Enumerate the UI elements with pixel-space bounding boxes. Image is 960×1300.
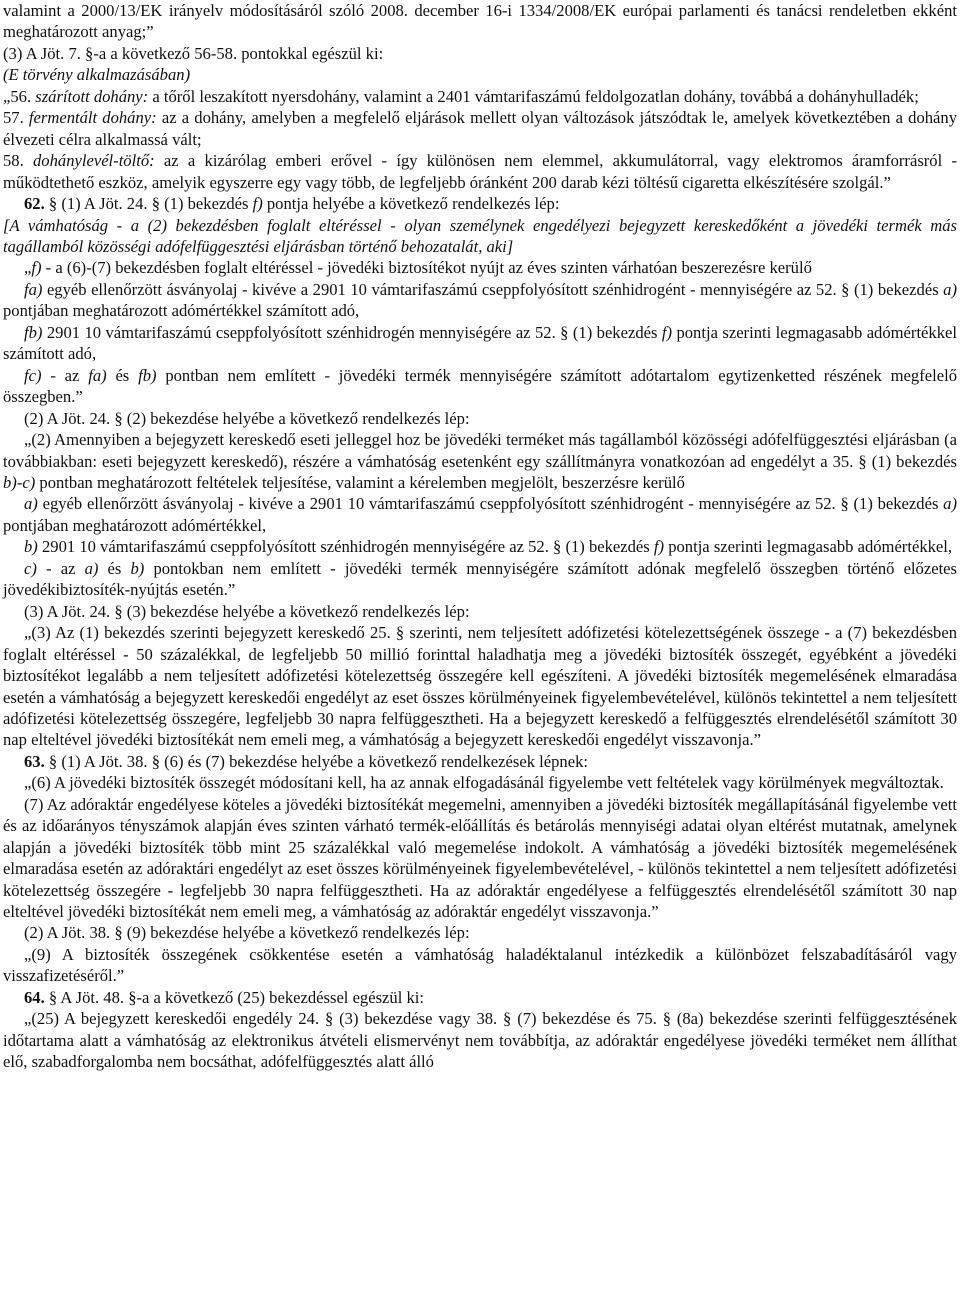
text-run: az a dohány, amelyben a megfelelő eljárások mellett olyan változások játszódtak le, amelyek következtében a dohány élvezeti célra alkalmassá vált; — [3, 108, 958, 149]
italic-text: a) — [943, 279, 957, 299]
text-run: pontjában meghatározott adómértékkel, — [3, 515, 267, 535]
text-run: az a kizárólag emberi erővel - így különösen nem elemmel, akkumulátorral, vagy elektromos áramforrásról - működtethető eszköz, amelyik egyszerre egy vagy több, de legfeljebb óránként 200 darab kézi töltésű cigaretta elkészítésére szolgál.” — [3, 151, 957, 192]
paragraph — [3, 43, 957, 64]
paragraph — [3, 601, 957, 622]
italic-text: fermentált dohány: — [28, 108, 157, 128]
italic-text: f) — [653, 537, 665, 557]
italic-text: f) — [661, 322, 673, 342]
text-run: és — [98, 558, 131, 578]
paragraph — [3, 279, 957, 322]
paragraph — [3, 0, 957, 43]
text-run: a tőről leszakított nyersdohány, valamint a 2401 vámtarifaszámú feldolgozatlan dohány, továbbá a dohányhulladék; — [148, 86, 919, 106]
italic-text: a) — [943, 494, 957, 514]
paragraph — [3, 622, 957, 751]
text-run: 58. — [3, 151, 33, 171]
italic-text: fc) — [24, 365, 42, 385]
text-run: - az — [36, 558, 85, 578]
text-run: (2) A Jöt. 38. § (9) bekezdése helyébe a következő rendelkezés lép: — [24, 923, 470, 943]
paragraph — [3, 794, 957, 923]
paragraph — [3, 64, 957, 85]
italic-text: b)-c) — [3, 472, 36, 492]
italic-text: fb) — [138, 365, 157, 385]
paragraph — [3, 215, 957, 258]
text-run: - az — [41, 365, 89, 385]
text-run: § A Jöt. 48. §-a a következő (25) bekezdéssel egészül ki: — [44, 987, 424, 1007]
section-number: 62. — [24, 194, 45, 214]
text-run: pontban nem említett - jövedéki termék mennyiségére számított adótartalom egytizenketted részének megfelelő összegben.” — [3, 365, 957, 407]
text-run: § (1) A Jöt. 24. § (1) bekezdés — [44, 194, 253, 214]
text-run: (3) A Jöt. 7. §-a a következő 56-58. pontokkal egészül ki: — [3, 43, 384, 63]
text-run: 2901 10 vámtarifaszámú cseppfolyósított szénhidrogén mennyiségére az 52. § (1) bekezdés — [42, 322, 662, 342]
italic-text: f) — [252, 194, 263, 214]
text-run: pontban meghatározott feltételek teljesítése, valamint a kérelemben megjelölt, beszerzésre kerülő — [35, 472, 685, 492]
italic-text: fa) — [88, 365, 107, 385]
text-run: „(6) A jövedéki biztosíték összegét módosítani kell, ha az annak elfogadásánál figyelembe vett feltételek vagy körülmények megváltoztak. — [24, 773, 944, 793]
text-run: - a (6)-(7) bekezdésben foglalt eltéréssel - jövedéki biztosítékot nyújt az éves szinten várhatóan beszerezésre kerülő — [41, 258, 812, 278]
paragraph — [3, 193, 957, 214]
paragraph — [3, 107, 957, 150]
italic-text: fa) — [24, 279, 43, 299]
text-run: pontja helyébe a következő rendelkezés lép: — [262, 194, 560, 214]
paragraph — [3, 493, 957, 536]
paragraph — [3, 408, 957, 429]
text-run: „ — [24, 258, 32, 278]
text-run: és — [106, 365, 139, 385]
italic-text: b) — [130, 558, 145, 578]
paragraph — [3, 365, 957, 408]
text-run: pontja szerinti legmagasabb adómértékkel számított adó, — [3, 322, 957, 364]
italic-text: a) — [24, 494, 38, 514]
text-run: pontja szerinti legmagasabb adómértékkel, — [664, 537, 953, 557]
paragraph — [3, 322, 957, 365]
paragraph — [3, 536, 957, 557]
text-run: egyéb ellenőrzött ásványolaj - kivéve a 2901 10 vámtarifaszámú cseppfolyósított szénhidrogént - mennyiségére az 52. § (1) bekezdés — [42, 279, 944, 299]
italic-text: b) — [24, 537, 38, 557]
paragraph — [3, 429, 957, 493]
italic-text: dohánylevél-töltő: — [33, 151, 155, 171]
section-number: 63. — [24, 751, 45, 771]
text-run: (3) A Jöt. 24. § (3) bekezdése helyébe a következő rendelkezés lép: — [24, 601, 470, 621]
paragraph — [3, 772, 957, 793]
italic-text: a) — [84, 558, 99, 578]
text-run: egyéb ellenőrzött ásványolaj - kivéve a 2901 10 vámtarifaszámú cseppfolyósított szénhidrogént - mennyiségére az 52. § (1) bekezdés — [37, 494, 944, 514]
text-run: § (1) A Jöt. 38. § (6) és (7) bekezdése helyébe a következő rendelkezések lépnek: — [44, 751, 588, 771]
text-run: valamint a 2000/13/EK irányelv módosításáról szóló 2008. december 16-i 1334/2008/EK európai parlamenti és tanácsi rendeletben ekként meghatározott anyag;” — [3, 1, 957, 42]
text-run: „56. — [3, 86, 36, 106]
text-run: [A vámhatóság - a (2) bekezdésben foglalt eltéréssel - olyan személynek engedélyezi bejegyzett kereskedőként a jövedéki termék más tagállamból közösségi adófelfüggesztési eljárásban történő behozatalát, aki] — [3, 215, 957, 256]
text-run: (7) Az adóraktár engedélyese köteles a jövedéki biztosítékát megemelni, amennyiben a jövedéki biztosíték megállapításánál figyelembe vett és az időarányos tényszámok alapján éves szinten várható termék-előállítás és betárolás mennyiségi adatai olyan eltérést mutatnak, amelynek alapján a jövedéki biztosíték több mint 25 százalékkal való megemelése indokolt. A vámhatóság a jövedéki biztosíték megemelésének elmaradása esetén az adóraktári engedélyt az eset összes körülményeinek figyelembevételével, - különös tekintettel a nem teljesített adófizetési kötelezettség összegére - legfeljebb 30 napra felfüggesztheti. Ha az adóraktár engedélyese a felfüggesztés elrendelésétől számított 30 nap elteltével jövedéki biztosítékát nem emeli meg, a vámhatóság az adóraktár engedélyt visszavonja.” — [3, 794, 957, 922]
text-run: pontjában meghatározott adómértékkel számított adó, — [3, 301, 360, 321]
text-run: „(25) A bejegyzett kereskedői engedély 24. § (3) bekezdése vagy 38. § (7) bekezdése és 75. § (8a) bekezdése szerinti felfüggesztésének időtartama alatt a vámhatóság az elektronikus átvételi elismervényt nem továbbítja, az adóraktár engedélyese jövedéki terméket nem állíthat elő, szabadforgalomba nem bocsáthat, adófelfüggesztés alatt álló — [3, 1009, 957, 1072]
text-run: 2901 10 vámtarifaszámú cseppfolyósított szénhidrogén mennyiségére az 52. § (1) bekezdés — [37, 537, 654, 557]
paragraph — [3, 751, 957, 772]
paragraph — [3, 922, 957, 943]
section-number: 64. — [24, 987, 45, 1007]
paragraph — [3, 86, 957, 107]
paragraph — [3, 257, 957, 278]
italic-text: c) — [24, 558, 37, 578]
italic-text: fb) — [24, 322, 43, 342]
text-run: „(9) A biztosíték összegének csökkentése esetén a vámhatóság haladéktalanul intézkedik a különbözet felszabadításáról vagy visszafizetéséről.” — [3, 944, 957, 986]
paragraph — [3, 150, 957, 193]
paragraph — [3, 1008, 957, 1072]
text-run: „(2) Amennyiben a bejegyzett kereskedő eseti jelleggel hoz be jövedéki terméket más tagállamból közösségi adófelfüggesztési eljárásban (a továbbiakban: eseti bejegyzett kereskedő), részére a vámhatóság esetenként egy szállítmányra vonatkozóan ad engedélyt a 35. § (1) bekezdés — [3, 430, 957, 471]
italic-text: f) — [31, 258, 42, 278]
text-run: pontokban nem említett - jövedéki termék mennyiségére számított adónak megfelelő összegben történő előzetes jövedékibiztosíték-nyújtás esetén.” — [3, 558, 958, 600]
text-run: (2) A Jöt. 24. § (2) bekezdése helyébe a következő rendelkezés lép: — [24, 408, 470, 428]
text-run: 57. — [3, 108, 29, 128]
paragraph — [3, 558, 957, 601]
italic-text: szárított dohány: — [35, 86, 149, 106]
italic-text: (E törvény alkalmazásában) — [3, 65, 191, 85]
text-run: „(3) Az (1) bekezdés szerinti bejegyzett kereskedő 25. § szerinti, nem teljesített adófizetési kötelezettségének összege - a (7) bekezdésben foglalt eltéréssel - 50 százalékkal, de legfeljebb 50 millió forinttal haladhatja meg a jövedéki biztosíték összegét, egyébként a jövedéki biztosítékot legalább a nem teljesített adófizetési kötelezettség összegére kell egészíteni. A jövedéki biztosíték megemelésének elmaradása esetén a vámhatóság a bejegyzett kereskedői engedélyt az eset összes körülményeinek figyelembevételével, különös tekintettel a nem teljesített adófizetési kötelezettség összegére, legfeljebb 30 napra felfüggesztheti. Ha a bejegyzett kereskedő a felfüggesztés elrendelésétől számított 30 nap elteltével jövedéki biztosítékát nem emeli meg, a vámhatóság a bejegyzett kereskedői engedélyt visszavonja.” — [3, 623, 957, 750]
paragraph — [3, 944, 957, 987]
paragraph — [3, 987, 957, 1008]
